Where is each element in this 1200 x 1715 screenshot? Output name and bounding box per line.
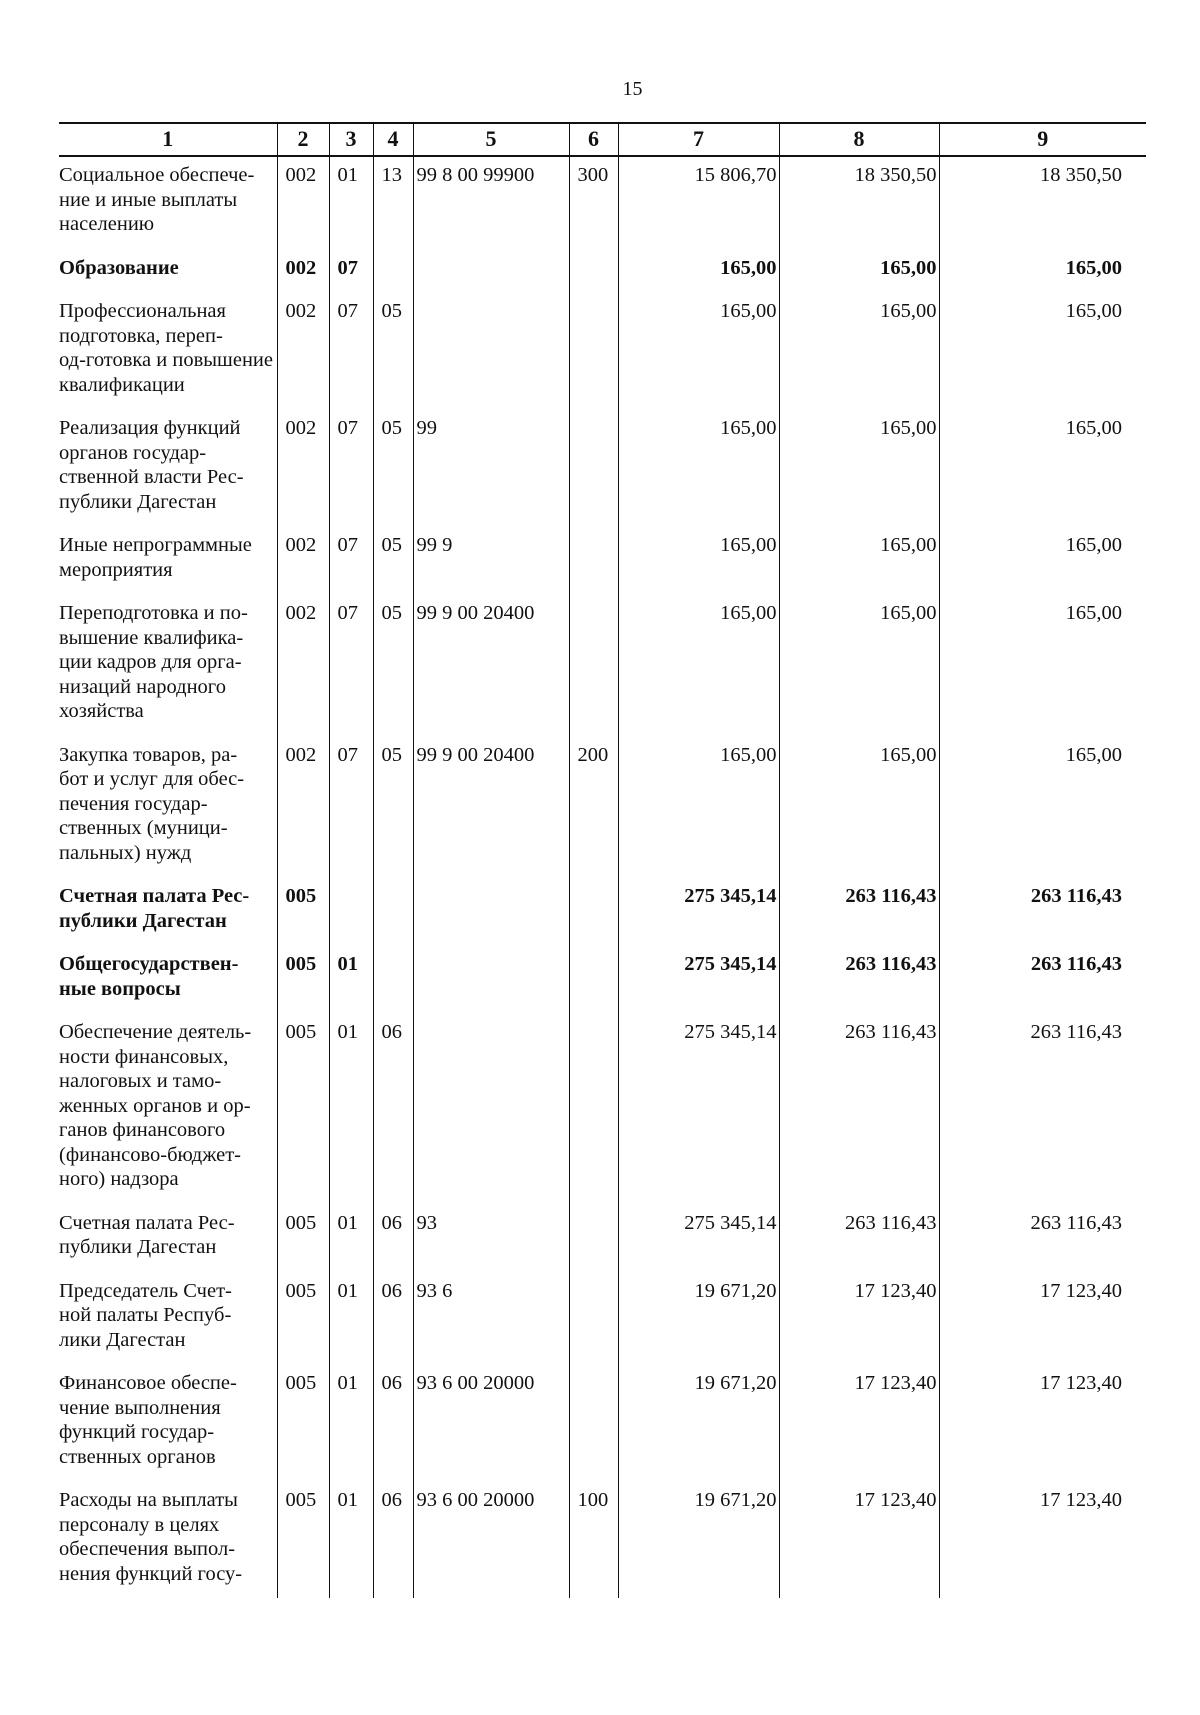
- code-cell-5: [413, 878, 569, 946]
- amount-cell-8: 263 116,43: [779, 1205, 939, 1273]
- code-cell-6: [569, 1273, 618, 1366]
- row-name-cell: [59, 1482, 277, 1598]
- row-name-cell: [59, 156, 277, 250]
- code-cell-5: 93 6: [413, 1273, 569, 1366]
- row-label: Профессиональная подготовка, переп- од-готовка и повышение квалификации: [59, 300, 273, 396]
- code-cell-3: 07: [329, 293, 373, 410]
- code-cell-2: 002: [277, 527, 329, 595]
- page-number: 15: [622, 78, 643, 100]
- row-label: Счетная палата Рес- публики Дагестан: [59, 885, 250, 932]
- code-cell-5: 99 9 00 20400: [413, 737, 569, 879]
- code-cell-2: 002: [277, 595, 329, 737]
- table-row: [59, 946, 1146, 1014]
- code-cell-6: [569, 250, 618, 294]
- amount-cell-8: 263 116,43: [779, 1014, 939, 1205]
- code-cell-2: 002: [277, 737, 329, 879]
- row-name-cell: [59, 527, 277, 595]
- table-row: [59, 737, 1146, 879]
- code-cell-5: [413, 293, 569, 410]
- code-cell-3: 07: [329, 527, 373, 595]
- code-cell-6: [569, 410, 618, 527]
- code-cell-5: [413, 946, 569, 1014]
- code-cell-3: 07: [329, 595, 373, 737]
- header-cell-4: 4: [373, 123, 413, 156]
- amount-cell-9: 17 123,40: [939, 1365, 1146, 1482]
- amount-cell-9: 165,00: [939, 250, 1146, 294]
- row-name-cell: [59, 878, 277, 946]
- table-row: [59, 527, 1146, 595]
- row-label: Образование: [59, 256, 179, 279]
- amount-cell-7: 165,00: [618, 293, 779, 410]
- amount-cell-8: 165,00: [779, 737, 939, 879]
- code-cell-5: 99: [413, 410, 569, 527]
- code-cell-4: 06: [373, 1273, 413, 1366]
- code-cell-6: [569, 293, 618, 410]
- budget-table: [59, 122, 1146, 1598]
- amount-cell-9: 165,00: [939, 737, 1146, 879]
- code-cell-2: 005: [277, 1273, 329, 1366]
- code-cell-2: 005: [277, 1482, 329, 1598]
- code-cell-5: 99 9: [413, 527, 569, 595]
- code-cell-4: 05: [373, 527, 413, 595]
- amount-cell-9: 165,00: [939, 527, 1146, 595]
- row-name-cell: [59, 737, 277, 879]
- code-cell-4: 06: [373, 1482, 413, 1598]
- code-cell-2: 002: [277, 250, 329, 294]
- code-cell-2: 005: [277, 1205, 329, 1273]
- code-cell-2: 005: [277, 1014, 329, 1205]
- code-cell-6: [569, 1205, 618, 1273]
- amount-cell-9: 263 116,43: [939, 1205, 1146, 1273]
- code-cell-5: [413, 250, 569, 294]
- amount-cell-7: 15 806,70: [618, 156, 779, 250]
- code-cell-4: 13: [373, 156, 413, 250]
- row-label: Социальное обеспече- ние и иные выплаты населению: [59, 164, 255, 235]
- amount-cell-7: 275 345,14: [618, 1205, 779, 1273]
- table-row: [59, 1365, 1146, 1482]
- amount-cell-9: 17 123,40: [939, 1273, 1146, 1366]
- amount-cell-8: 263 116,43: [779, 878, 939, 946]
- table-row: [59, 156, 1146, 250]
- code-cell-4: 05: [373, 737, 413, 879]
- table-row: [59, 1205, 1146, 1273]
- code-cell-5: 99 8 00 99900: [413, 156, 569, 250]
- amount-cell-9: 165,00: [939, 293, 1146, 410]
- amount-cell-8: 17 123,40: [779, 1482, 939, 1598]
- code-cell-3: 01: [329, 1205, 373, 1273]
- table-row: [59, 250, 1146, 294]
- amount-cell-9: 263 116,43: [939, 946, 1146, 1014]
- table-row: [59, 293, 1146, 410]
- table-row: [59, 595, 1146, 737]
- table-body: [59, 156, 1146, 1598]
- amount-cell-8: 17 123,40: [779, 1273, 939, 1366]
- row-name-cell: [59, 1365, 277, 1482]
- code-cell-3: 01: [329, 1365, 373, 1482]
- header-cell-9: 9: [939, 123, 1146, 156]
- code-cell-6: [569, 595, 618, 737]
- row-label: Финансовое обеспе- чение выполнения функций государ- ственных органов: [59, 1372, 237, 1468]
- row-label: Обеспечение деятель- ности финансовых, налоговых и тамо- женных органов и ор- ганов финансового (финансово-бюджет- ного) надзора: [59, 1021, 252, 1190]
- code-cell-2: 005: [277, 1365, 329, 1482]
- code-cell-4: [373, 250, 413, 294]
- table-row: [59, 1482, 1146, 1598]
- table-row: [59, 1014, 1146, 1205]
- row-label: Реализация функций органов государ- ственной власти Рес- публики Дагестан: [59, 417, 244, 513]
- row-label: Счетная палата Рес- публики Дагестан: [59, 1211, 235, 1258]
- header-row: [59, 123, 1146, 156]
- code-cell-6: [569, 527, 618, 595]
- code-cell-4: 06: [373, 1014, 413, 1205]
- code-cell-6: [569, 1014, 618, 1205]
- amount-cell-8: 165,00: [779, 250, 939, 294]
- code-cell-2: 002: [277, 293, 329, 410]
- amount-cell-9: 263 116,43: [939, 878, 1146, 946]
- code-cell-3: 07: [329, 250, 373, 294]
- header-cell-6: 6: [569, 123, 618, 156]
- row-label: Закупка товаров, ра- бот и услуг для обес- печения государ- ственных (муници- пальных) нужд: [59, 743, 245, 864]
- amount-cell-9: 165,00: [939, 595, 1146, 737]
- code-cell-6: 200: [569, 737, 618, 879]
- code-cell-2: 005: [277, 878, 329, 946]
- code-cell-4: [373, 878, 413, 946]
- code-cell-4: 05: [373, 410, 413, 527]
- amount-cell-9: 165,00: [939, 410, 1146, 527]
- row-label: Председатель Счет- ной палаты Респуб- лики Дагестан: [59, 1279, 232, 1351]
- code-cell-5: [413, 1014, 569, 1205]
- code-cell-3: 07: [329, 410, 373, 527]
- header-cell-2: 2: [277, 123, 329, 156]
- amount-cell-9: 17 123,40: [939, 1482, 1146, 1598]
- row-name-cell: [59, 946, 277, 1014]
- table-row: [59, 1273, 1146, 1366]
- row-name-cell: [59, 595, 277, 737]
- code-cell-3: [329, 878, 373, 946]
- row-name-cell: [59, 1273, 277, 1366]
- row-name-cell: [59, 1205, 277, 1273]
- amount-cell-8: 263 116,43: [779, 946, 939, 1014]
- row-name-cell: [59, 293, 277, 410]
- row-label: Расходы на выплаты персоналу в целях обеспечения выпол- нения функций госу-: [59, 1489, 243, 1585]
- amount-cell-8: 165,00: [779, 410, 939, 527]
- header-cell-5: 5: [413, 123, 569, 156]
- code-cell-2: 005: [277, 946, 329, 1014]
- amount-cell-9: 263 116,43: [939, 1014, 1146, 1205]
- row-name-cell: [59, 1014, 277, 1205]
- amount-cell-8: 165,00: [779, 527, 939, 595]
- amount-cell-8: 165,00: [779, 595, 939, 737]
- amount-cell-7: 165,00: [618, 595, 779, 737]
- amount-cell-7: 275 345,14: [618, 946, 779, 1014]
- header-cell-8: 8: [779, 123, 939, 156]
- table-row: [59, 878, 1146, 946]
- header-cell-3: 3: [329, 123, 373, 156]
- code-cell-6: 300: [569, 156, 618, 250]
- code-cell-3: 07: [329, 737, 373, 879]
- header-cell-1: 1: [59, 123, 277, 156]
- table-row: [59, 410, 1146, 527]
- code-cell-3: 01: [329, 946, 373, 1014]
- row-label: Иные непрограммные мероприятия: [59, 534, 252, 581]
- code-cell-2: 002: [277, 156, 329, 250]
- code-cell-3: 01: [329, 156, 373, 250]
- amount-cell-7: 165,00: [618, 410, 779, 527]
- code-cell-5: 93 6 00 20000: [413, 1365, 569, 1482]
- code-cell-4: 05: [373, 595, 413, 737]
- amount-cell-7: 165,00: [618, 250, 779, 294]
- code-cell-3: 01: [329, 1482, 373, 1598]
- code-cell-6: [569, 946, 618, 1014]
- row-label: Общегосударствен- ные вопросы: [59, 953, 239, 1000]
- code-cell-4: [373, 946, 413, 1014]
- amount-cell-7: 165,00: [618, 527, 779, 595]
- code-cell-4: 06: [373, 1365, 413, 1482]
- amount-cell-7: 19 671,20: [618, 1273, 779, 1366]
- amount-cell-8: 18 350,50: [779, 156, 939, 250]
- code-cell-5: 93: [413, 1205, 569, 1273]
- header-cell-7: 7: [618, 123, 779, 156]
- code-cell-5: 93 6 00 20000: [413, 1482, 569, 1598]
- amount-cell-7: 165,00: [618, 737, 779, 879]
- amount-cell-7: 19 671,20: [618, 1482, 779, 1598]
- row-name-cell: [59, 250, 277, 294]
- amount-cell-7: 275 345,14: [618, 878, 779, 946]
- amount-cell-7: 275 345,14: [618, 1014, 779, 1205]
- code-cell-5: 99 9 00 20400: [413, 595, 569, 737]
- code-cell-4: 05: [373, 293, 413, 410]
- code-cell-6: 100: [569, 1482, 618, 1598]
- amount-cell-8: 17 123,40: [779, 1365, 939, 1482]
- code-cell-3: 01: [329, 1273, 373, 1366]
- row-name-cell: [59, 410, 277, 527]
- amount-cell-7: 19 671,20: [618, 1365, 779, 1482]
- code-cell-6: [569, 878, 618, 946]
- code-cell-2: 002: [277, 410, 329, 527]
- amount-cell-9: 18 350,50: [939, 156, 1146, 250]
- code-cell-4: 06: [373, 1205, 413, 1273]
- code-cell-6: [569, 1365, 618, 1482]
- amount-cell-8: 165,00: [779, 293, 939, 410]
- code-cell-3: 01: [329, 1014, 373, 1205]
- row-label: Переподготовка и по- вышение квалифика- ции кадров для орга- низаций народного хозяйства: [59, 602, 248, 722]
